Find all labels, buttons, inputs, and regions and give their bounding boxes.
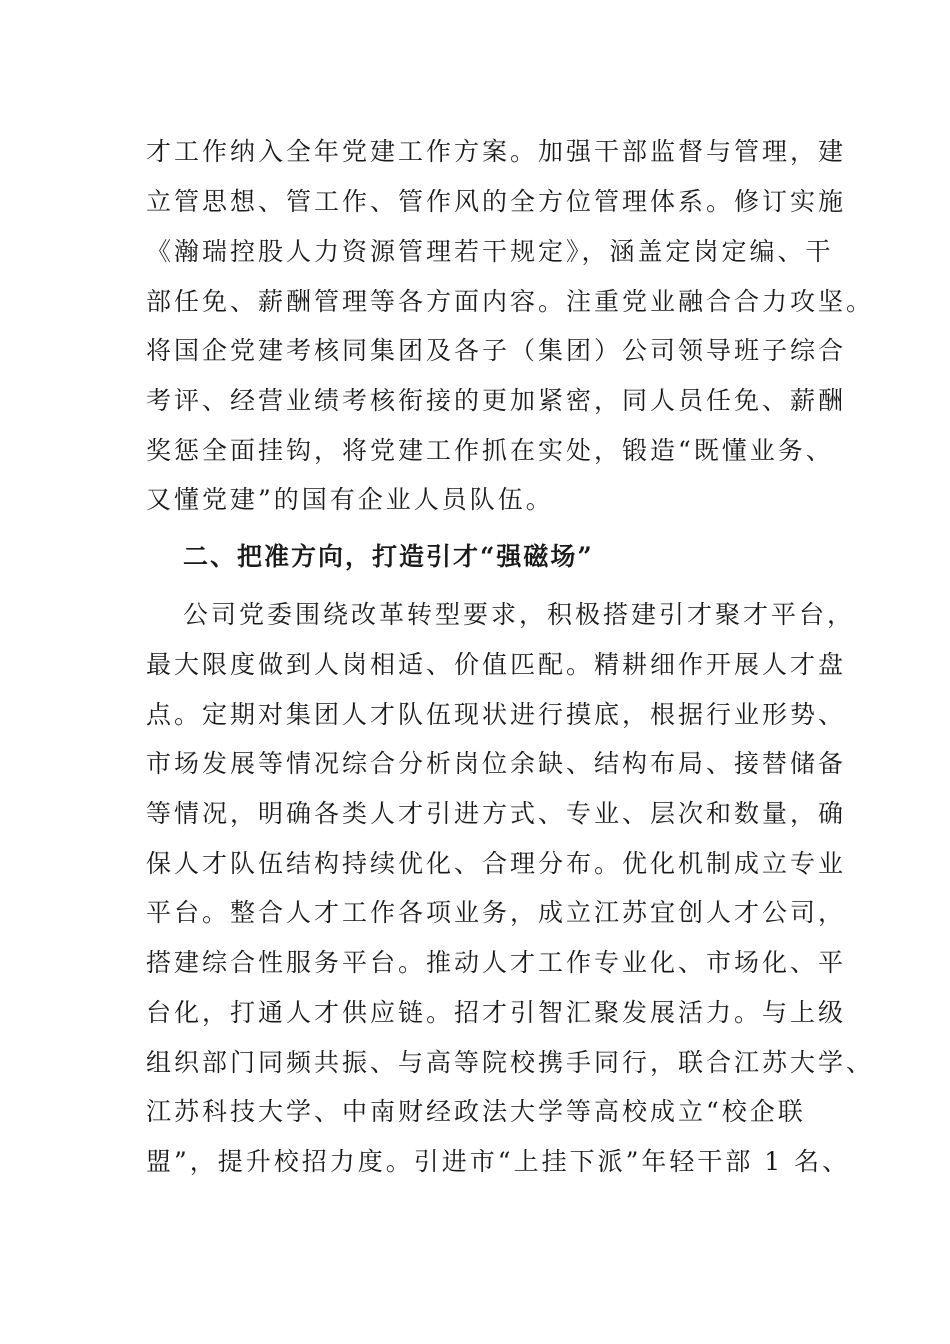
paragraph-line: 将国企党建考核同集团及各子（集团）公司领导班子综合 bbox=[146, 336, 847, 365]
paragraph-line: 又懂党建”的国有企业人员队伍。 bbox=[146, 485, 554, 514]
paragraph-line: 平台。整合人才工作各项业务，成立江苏宜创人才公司， bbox=[146, 898, 847, 927]
paragraph-line: 市场发展等情况综合分析岗位余缺、结构布局、接替储备 bbox=[146, 749, 847, 778]
paragraph-line: 台化，打通人才供应链。招才引智汇聚发展活力。与上级 bbox=[146, 998, 847, 1027]
paragraph-line: 立管思想、管工作、管作风的全方位管理体系。修订实施 bbox=[146, 187, 847, 216]
paragraph-line: 搭建综合性服务平台。推动人才工作专业化、市场化、平 bbox=[146, 948, 847, 977]
paragraph-line: 点。定期对集团人才队伍现状进行摸底，根据行业形势、 bbox=[146, 700, 847, 729]
paragraph-line: 公司党委围绕改革转型要求，积极搭建引才聚才平台， bbox=[183, 600, 856, 629]
paragraph-line: 保人才队伍结构持续优化、合理分布。优化机制成立专业 bbox=[146, 849, 847, 878]
paragraph-line: 盟”，提升校招力度。引进市“上挂下派”年轻干部 1 名、 bbox=[146, 1147, 851, 1176]
paragraph-line: 部任免、薪酬管理等各方面内容。注重党业融合合力攻坚。 bbox=[146, 287, 875, 316]
section-heading: 二、把准方向，打造引才“强磁场” bbox=[183, 542, 594, 571]
paragraph-line: 等情况，明确各类人才引进方式、专业、层次和数量，确 bbox=[146, 799, 847, 828]
paragraph-line: 考评、经营业绩考核衔接的更加紧密，同人员任免、薪酬 bbox=[146, 386, 847, 415]
paragraph-line: 江苏科技大学、中南财经政法大学等高校成立“校企联 bbox=[146, 1097, 806, 1126]
paragraph-line: 最大限度做到人岗相适、价值匹配。精耕细作开展人才盘 bbox=[146, 650, 847, 679]
paragraph-line: 组织部门同频共振、与高等院校携手同行，联合江苏大学、 bbox=[146, 1048, 875, 1077]
paragraph-line: 《瀚瑞控股人力资源管理若干规定》，涵盖定岗定编、干 bbox=[146, 237, 834, 266]
paragraph-line: 才工作纳入全年党建工作方案。加强干部监督与管理，建 bbox=[146, 137, 847, 166]
paragraph-line: 奖惩全面挂钩，将党建工作抓在实处，锻造“既懂业务、 bbox=[146, 436, 834, 465]
